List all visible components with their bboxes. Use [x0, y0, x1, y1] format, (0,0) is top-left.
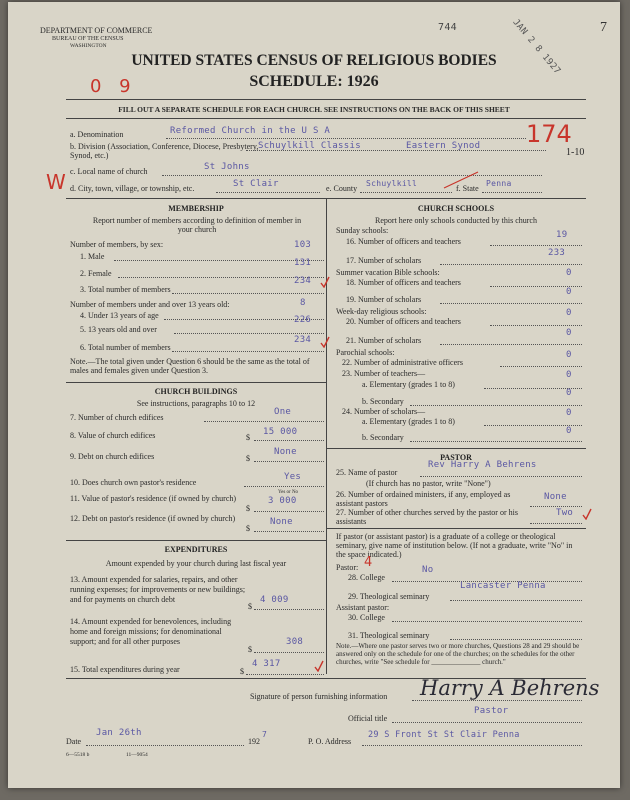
denomination-value: Reformed Church in the U S A [170, 126, 331, 136]
q14-dollar: $ [248, 645, 252, 654]
division-value-2: Eastern Synod [406, 141, 481, 151]
q16-value: 19 [556, 230, 568, 240]
stamp-date: JAN 2 8 1927 [510, 17, 563, 77]
date-year-suffix: 7 [262, 730, 268, 739]
q2-value: 131 [294, 258, 312, 268]
schools-sub: Report here only schools conducted by this church [375, 216, 537, 225]
assistant-pastor: Assistant pastor: [336, 603, 390, 612]
members-by-sex: Number of members, by sex: [70, 240, 164, 249]
official-title-label: Official title [348, 714, 388, 723]
expenditures-sub: Amount expended by your church during last fiscal year [105, 559, 287, 568]
q7-value: One [274, 407, 292, 417]
q29-label: 29. Theological seminary [348, 592, 430, 601]
q17-label: 17. Number of scholars [346, 256, 422, 265]
q19-value: 0 [566, 287, 572, 297]
q8-label: 8. Value of church edifices [70, 431, 156, 440]
corner-mark: 7 [600, 20, 607, 35]
state-value: Penna [486, 179, 512, 188]
q10-value: Yes [284, 472, 302, 482]
q23-label: 23. Number of teachers— [342, 369, 426, 378]
division-value-1: Schuylkill Classis [258, 141, 361, 151]
instruction-line: FILL OUT A SEPARATE SCHEDULE FOR EACH CHURCH. SEE INSTRUCTIONS ON THE BACK OF THIS SHEET [118, 105, 510, 114]
q22-value: 0 [566, 350, 572, 360]
expenditures-heading: EXPENDITURES [164, 545, 228, 554]
q15-label: 15. Total expenditures during year [70, 665, 180, 674]
q7-label: 7. Number of church edifices [70, 413, 164, 422]
sunday-schools: Sunday schools: [336, 226, 389, 235]
q20-label: 20. Number of officers and teachers [346, 317, 461, 326]
q5-label: 5. 13 years old and over [80, 325, 157, 334]
membership-sub: Report number of members according to definition of member in your church [92, 216, 302, 234]
q3-value: 234 [294, 276, 312, 286]
q20-value: 0 [566, 308, 572, 318]
q28-value: No [422, 565, 434, 575]
q11-dollar: $ [246, 504, 250, 513]
red-side-mark: W [46, 170, 66, 194]
q17-value: 233 [548, 248, 566, 258]
q5-value: 226 [294, 315, 312, 325]
state-label: f. State [456, 184, 479, 193]
pastor-sublabel: Pastor: [336, 563, 359, 572]
q19-label: 19. Number of scholars [346, 295, 422, 304]
pastor-note: Note.—Where one pastor serves two or more churches, Questions 28 and 29 should be answered only on the schedule for one of the churches; on the schedules for the other churches, write "See schedule for ______________ church." [336, 642, 580, 666]
bureau-name: BUREAU OF THE CENSUS [52, 36, 124, 42]
q25-note: (If church has no pastor, write "None") [366, 479, 491, 488]
denomination-label: a. Denomination [70, 130, 124, 139]
schedule-title: SCHEDULE: 1926 [249, 73, 379, 90]
city-value: St Clair [233, 179, 279, 189]
q21-value: 0 [566, 328, 572, 338]
county-value: Schuylkill [366, 179, 418, 188]
date-year: 192 [248, 737, 260, 746]
q22-label: 22. Number of administrative officers [342, 358, 463, 367]
q26-value: None [544, 492, 567, 502]
q15-value: 4 317 [252, 659, 281, 669]
weekday-schools: Week-day religious schools: [336, 307, 427, 316]
city-label: d. City, town, village, or township, etc. [70, 184, 195, 193]
q24-label: 24. Number of scholars— [342, 407, 426, 416]
date-label: Date [66, 737, 82, 746]
q9-value: None [274, 447, 297, 457]
yes-or-no: Yes or No [278, 490, 299, 495]
q4-label: 4. Under 13 years of age [80, 311, 159, 320]
q3-label: 3. Total number of members [80, 285, 171, 294]
form-number: 6—5518 b [66, 752, 90, 758]
q12-dollar: $ [246, 524, 250, 533]
q11-value: 3 000 [268, 496, 297, 506]
signature-label: Signature of person furnishing information [250, 692, 388, 701]
membership-note: Note.—The total given under Question 6 should be the same as the total of males and females given under Question 3. [70, 357, 310, 375]
members-by-age: Number of members under and over 13 years old: [70, 300, 230, 309]
pastor-red-mark: 4 [364, 555, 373, 570]
stamp-number: 744 [438, 22, 457, 33]
form-title: UNITED STATES CENSUS OF RELIGIOUS BODIES [131, 52, 497, 69]
q10-label: 10. Does church own pastor's residence [70, 478, 197, 487]
address-value: 29 S Front St St Clair Penna [368, 730, 520, 740]
membership-heading: MEMBERSHIP [168, 204, 224, 213]
red-sub: 1-10 [566, 147, 585, 158]
local-name-label: c. Local name of church [70, 167, 148, 176]
check-mark-q3-icon [320, 276, 330, 288]
q16-label: 16. Number of officers and teachers [346, 237, 461, 246]
q18-value: 0 [566, 268, 572, 278]
graduate-instruction: If pastor (or assistant pastor) is a graduate of a college or theological seminary, give name of institution below. (If not a graduate, write "No" in the space indicated.) [336, 532, 573, 559]
buildings-heading: CHURCH BUILDINGS [154, 387, 238, 396]
q9-dollar: $ [246, 454, 250, 463]
q12-value: None [270, 517, 293, 527]
red-code: 0 9 [90, 76, 137, 97]
q31-label: 31. Theological seminary [348, 631, 430, 640]
q13-value: 4 009 [260, 595, 289, 605]
census-form [8, 2, 620, 788]
q1-label: 1. Male [80, 252, 105, 261]
q28-label: 28. College [348, 573, 385, 582]
q24a-label: a. Elementary (grades 1 to 8) [362, 417, 455, 426]
q21-label: 21. Number of scholars [346, 336, 422, 345]
q29-value: Lancaster Penna [460, 581, 546, 591]
q6-value: 234 [294, 335, 312, 345]
pastor-heading: PASTOR [440, 453, 472, 462]
q9-label: 9. Debt on church edifices [70, 452, 155, 461]
buildings-sub: See instructions, paragraphs 10 to 12 [136, 399, 256, 408]
q6-label: 6. Total number of members [80, 343, 171, 352]
parochial-schools: Parochial schools: [336, 348, 395, 357]
q23a-value: 0 [566, 370, 572, 380]
division-label: b. Division (Association, Conference, Diocese, Presbytery, Synod, etc.) [70, 142, 259, 160]
q23b-value: 0 [566, 388, 572, 398]
q1-value: 103 [294, 240, 312, 250]
red-number: 174 [526, 120, 572, 148]
q23b-label: b. Secondary [362, 397, 404, 406]
q11-label: 11. Value of pastor's residence (if owned by church) [70, 494, 237, 503]
q24b-value: 0 [566, 426, 572, 436]
q15-dollar: $ [240, 667, 244, 676]
q14-value: 308 [286, 637, 304, 647]
q27-label: 27. Number of other churches served by the pastor or his assistants [336, 508, 518, 526]
county-label: e. County [326, 184, 358, 193]
q8-value: 15 000 [263, 427, 298, 437]
address-label: P. O. Address [308, 737, 352, 746]
local-name-value: St Johns [204, 162, 250, 172]
date-value: Jan 26th [96, 728, 142, 738]
q18-label: 18. Number of officers and teachers [346, 278, 461, 287]
q13-dollar: $ [248, 602, 252, 611]
dept-name: DEPARTMENT OF COMMERCE [40, 26, 153, 35]
red-slash-icon [442, 170, 482, 190]
q25-label: 25. Name of pastor [336, 468, 398, 477]
q8-dollar: $ [246, 433, 250, 442]
city-name: WASHINGTON [70, 43, 107, 49]
print-number: 11—9054 [126, 752, 148, 758]
summer-schools: Summer vacation Bible schools: [336, 268, 440, 277]
q26-label: 26. Number of ordained ministers, if any, employed as assistant pastors [336, 490, 511, 508]
q30-label: 30. College [348, 613, 385, 622]
check-mark-q27-icon [582, 508, 592, 520]
q24a-value: 0 [566, 408, 572, 418]
q23a-label: a. Elementary (grades 1 to 8) [362, 380, 455, 389]
q25-value: Rev Harry A Behrens [428, 460, 537, 470]
check-mark-q6-icon [320, 336, 330, 348]
check-mark-q15-icon [314, 660, 324, 672]
q24b-label: b. Secondary [362, 433, 404, 442]
q13-label: 13. Amount expended for salaries, repairs, and other running expenses; for improvements or new buildings; and for payments on church debt [70, 575, 246, 604]
q14-label: 14. Amount expended for benevolences, including home and foreign missions; for denominational support; and for all other purposes [70, 617, 232, 646]
signature-value: Harry A Behrens [420, 676, 600, 700]
schools-heading: CHURCH SCHOOLS [417, 204, 495, 213]
q2-label: 2. Female [80, 269, 112, 278]
q12-label: 12. Debt on pastor's residence (if owned by church) [70, 514, 236, 523]
official-title-value: Pastor [474, 706, 509, 716]
q27-value: Two [556, 508, 574, 518]
q4-value: 8 [300, 298, 306, 308]
